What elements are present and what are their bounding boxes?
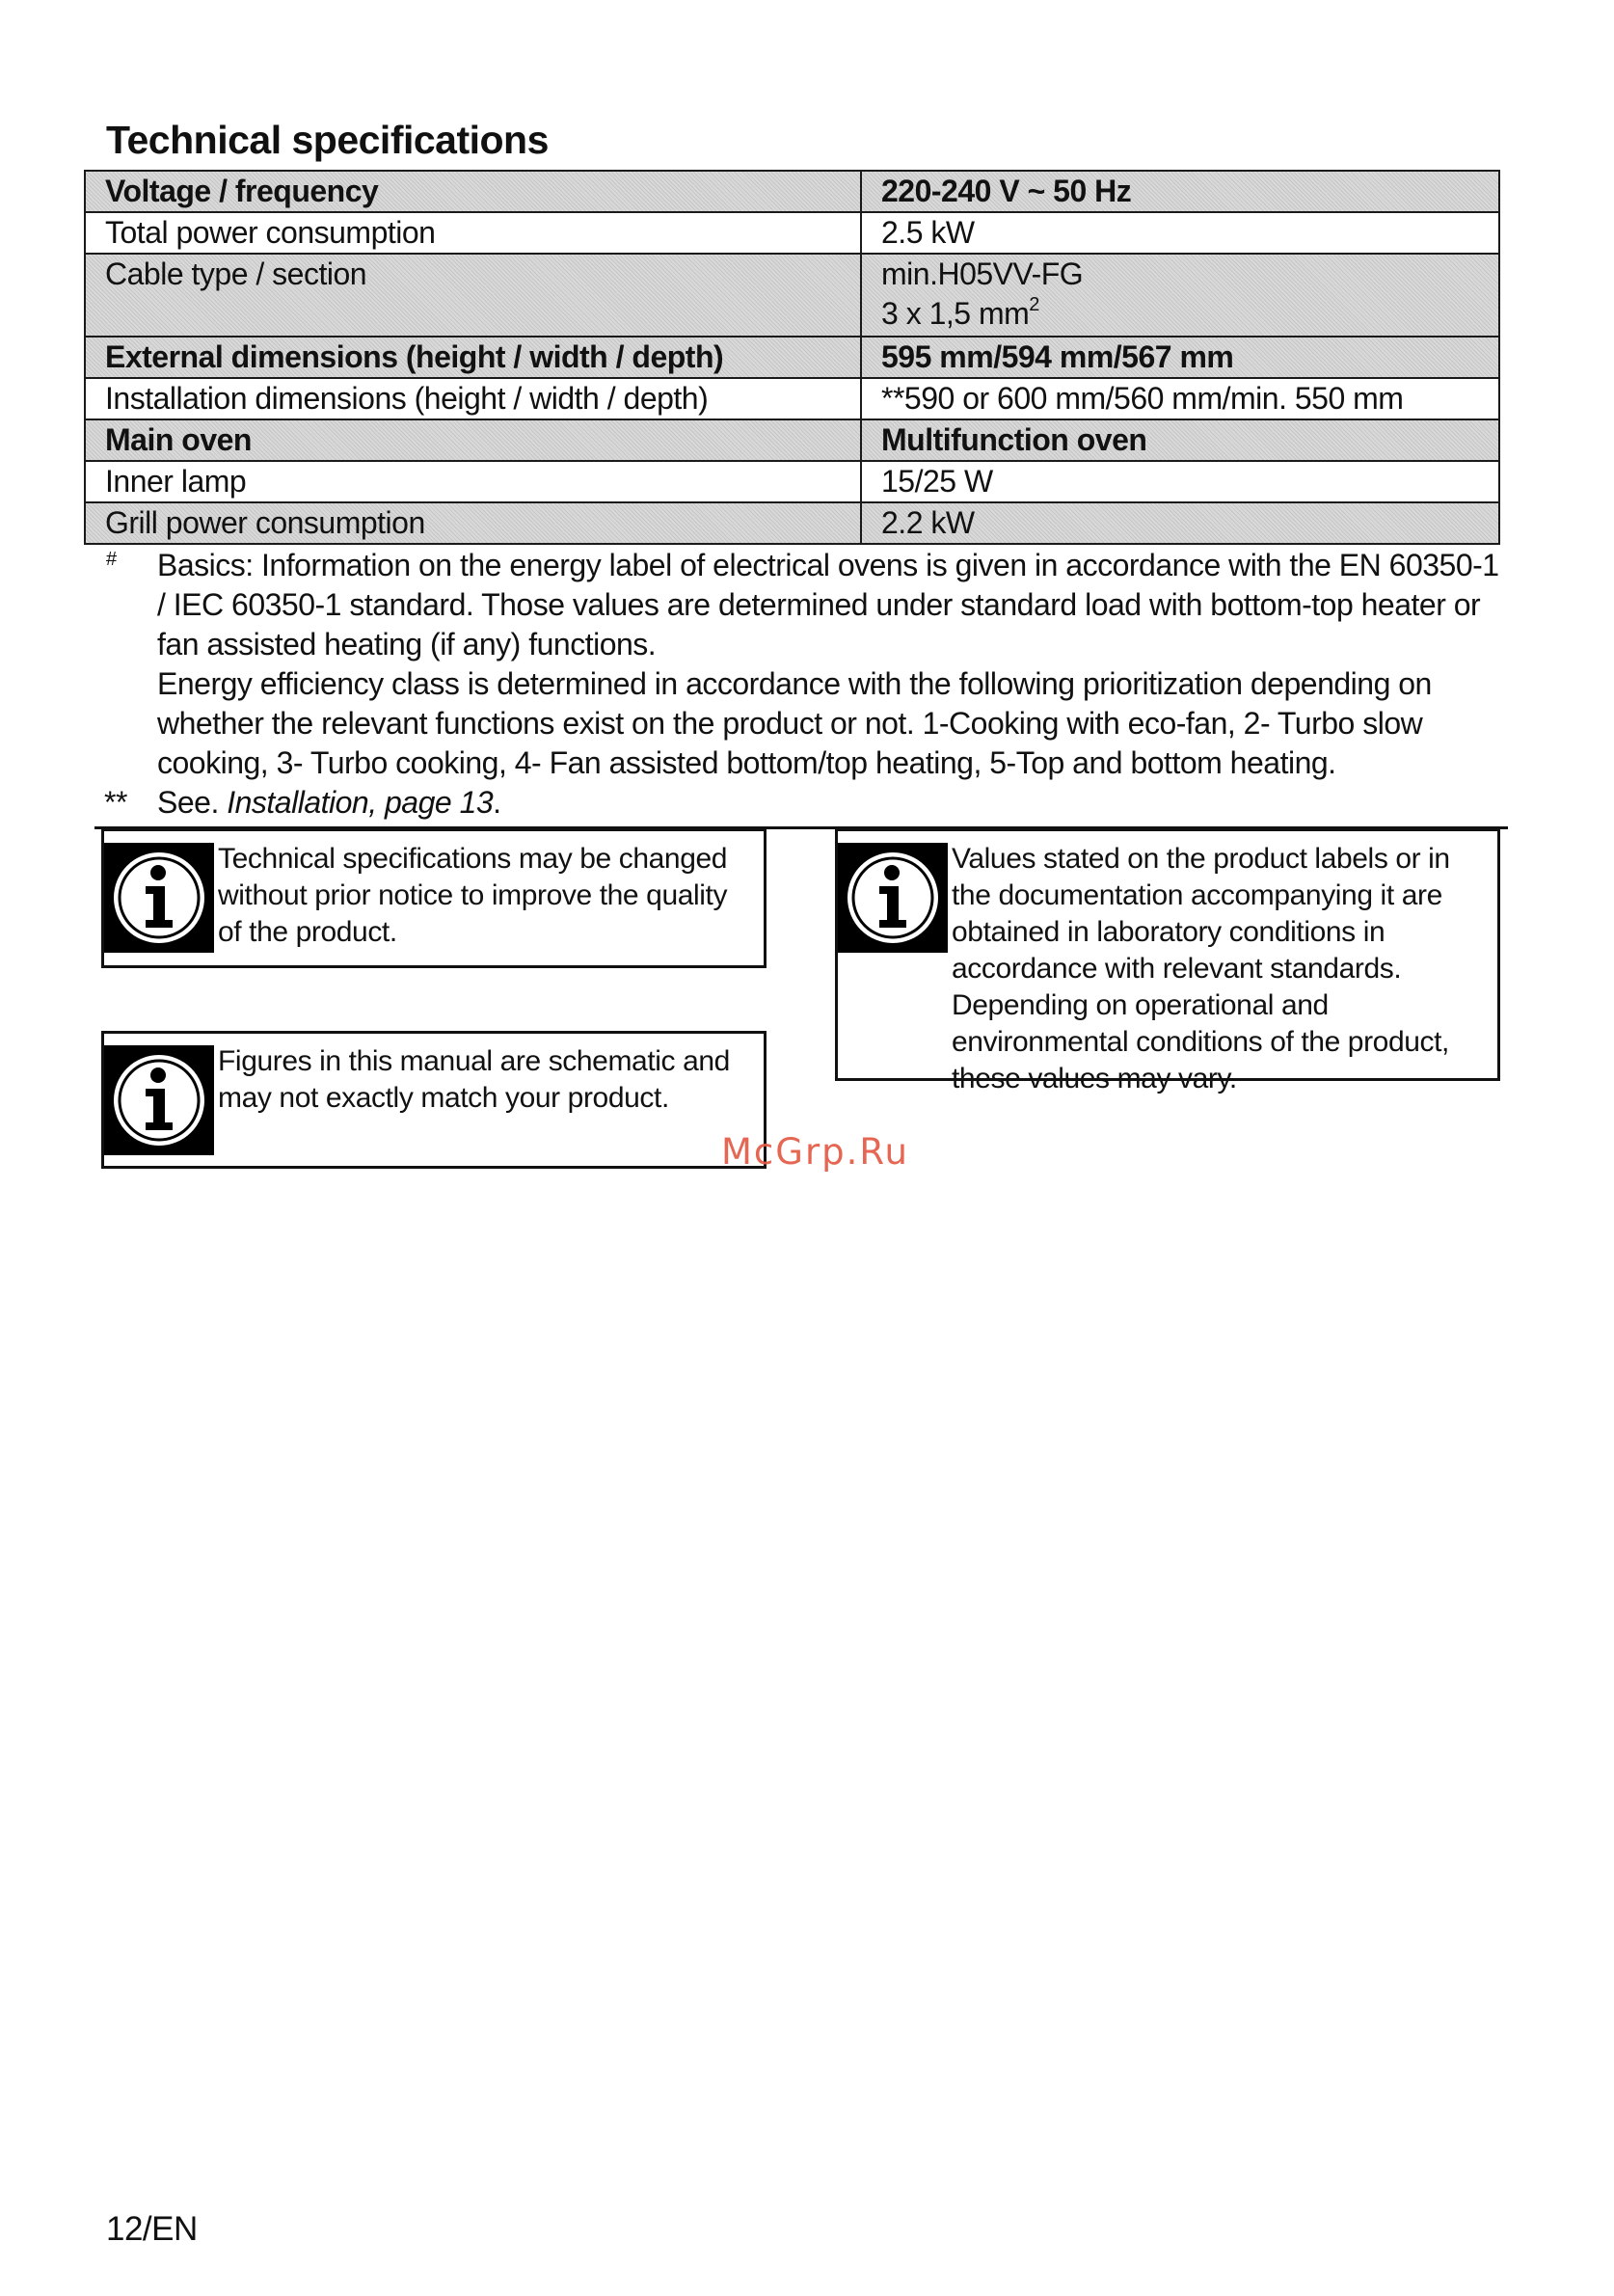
watermark: McGrp.Ru	[721, 1131, 909, 1173]
table-row	[85, 461, 1499, 502]
spec-value: 2.2 kW	[861, 502, 1499, 544]
footnotes	[104, 546, 1512, 823]
footnote-mark: **	[104, 785, 127, 820]
footnote-mark: #	[106, 549, 117, 570]
footnote-text: See. Installation, page 13.	[157, 785, 501, 820]
footnote-hash	[104, 546, 1512, 783]
spec-value: 220-240 V ~ 50 Hz	[861, 171, 1499, 212]
spec-value: 15/25 W	[861, 461, 1499, 502]
table-row	[85, 419, 1499, 461]
spec-label: Inner lamp	[85, 461, 861, 502]
info-note	[835, 828, 1500, 1094]
page-title: Technical specifications	[106, 118, 549, 162]
cross-reference: Installation, page 13	[227, 785, 494, 820]
note-text: Technical specifications may be changed without prior notice to improve the quality of the product.	[218, 843, 728, 948]
spec-label: Voltage / frequency	[85, 171, 861, 212]
info-icon	[838, 843, 948, 953]
note-text: Values stated on the product labels or in the documentation accompanying it are obtained in laboratory conditions in accordance with relevant standards. Depending on operational and environmental conditions of the product, these values may vary.	[952, 843, 1450, 1094]
footnote-double-star	[104, 783, 1512, 823]
spec-value: 595 mm/594 mm/567 mm	[861, 337, 1499, 378]
note-text: Figures in this manual are schematic and may not exactly match your product.	[218, 1045, 730, 1114]
table-row	[85, 212, 1499, 254]
info-note	[101, 828, 767, 968]
info-icon	[104, 1045, 214, 1155]
table-row	[85, 502, 1499, 544]
spec-value: min.H05VV-FG 3 x 1,5 $mm^2$	[861, 254, 1499, 337]
spec-value: 2.5 kW	[861, 212, 1499, 254]
info-note	[101, 1031, 767, 1169]
table-row	[85, 254, 1499, 337]
info-icon	[104, 843, 214, 953]
spec-label: Installation dimensions (height / width / depth)	[85, 378, 861, 419]
spec-label: Main oven	[85, 419, 861, 461]
footnote-text: Basics: Information on the energy label of electrical ovens is given in accordance with the EN 60350-1 / IEC 60350-1 standard. Those values are determined under standard load with bottom-top heater or fan assisted heating (if any) functions.	[157, 548, 1499, 662]
table-row	[85, 378, 1499, 419]
spec-label: External dimensions (height / width / depth)	[85, 337, 861, 378]
spec-value: **590 or 600 mm/560 mm/min. 550 mm	[861, 378, 1499, 419]
table-row	[85, 337, 1499, 378]
table-row	[85, 171, 1499, 212]
spec-table	[84, 170, 1500, 545]
spec-value: Multifunction oven	[861, 419, 1499, 461]
spec-label: Total power consumption	[85, 212, 861, 254]
page-number: 12/EN	[106, 2210, 198, 2248]
spec-label: Grill power consumption	[85, 502, 861, 544]
spec-label: Cable type / section	[85, 254, 861, 337]
footnote-text: Energy efficiency class is determined in accordance with the following prioritization depending on whether the relevant functions exist on the product or not. 1-Cooking with eco-fan, 2- Turbo slow cooking, 3- Turbo cooking, 4- Fan assisted bottom/top heating, 5-Top and bottom heating.	[157, 666, 1432, 780]
